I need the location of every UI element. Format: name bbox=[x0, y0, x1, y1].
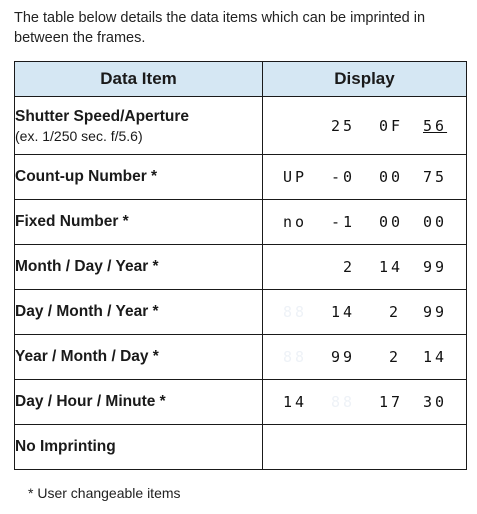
row-display bbox=[263, 245, 467, 290]
lcd-digit-group: 14 bbox=[423, 348, 448, 366]
row-label: Count-up Number * bbox=[15, 155, 263, 200]
lcd-digit-group: 00 bbox=[423, 213, 448, 231]
lcd-digit-group: 17 bbox=[379, 393, 404, 411]
row-display bbox=[263, 97, 467, 155]
lcd-ghost-digits: 88 bbox=[283, 303, 308, 321]
row-display bbox=[263, 290, 467, 335]
row-label: No Imprinting bbox=[15, 425, 263, 470]
row-label: Fixed Number * bbox=[15, 200, 263, 245]
row-display bbox=[263, 200, 467, 245]
table-row bbox=[15, 425, 467, 470]
lcd-digit-group: 14 bbox=[283, 393, 308, 411]
lcd-digit-group: 2 bbox=[389, 303, 402, 321]
table-row bbox=[15, 245, 467, 290]
table-row bbox=[15, 97, 467, 155]
lcd-digit-group: 56 bbox=[423, 116, 448, 135]
row-display bbox=[263, 155, 467, 200]
lcd-digit-group: no bbox=[283, 213, 308, 231]
header-data-item: Data Item bbox=[15, 62, 263, 97]
table-header-row bbox=[15, 62, 467, 97]
row-label: Day / Month / Year * bbox=[15, 290, 263, 335]
table-row bbox=[15, 290, 467, 335]
lcd-digit-group: 0F bbox=[379, 116, 404, 135]
lcd-digit-group: 2 bbox=[389, 348, 402, 366]
row-label-text: Shutter Speed/Aperture bbox=[15, 107, 189, 125]
lcd-digit-group: 2 bbox=[343, 258, 356, 276]
lcd-digit-group: -0 bbox=[331, 168, 356, 186]
lcd-digit-group: UP bbox=[283, 168, 308, 186]
lcd-digit-group: 99 bbox=[423, 303, 448, 321]
lcd-digit-group: 14 bbox=[331, 303, 356, 321]
row-display bbox=[263, 425, 467, 470]
table-row bbox=[15, 155, 467, 200]
row-sublabel: (ex. 1/250 sec. f/5.6) bbox=[15, 127, 143, 144]
intro-text: The table below details the data items which can be imprinted in between the frames. bbox=[14, 10, 426, 46]
table-row bbox=[15, 200, 467, 245]
row-display bbox=[263, 335, 467, 380]
row-label: Day / Hour / Minute * bbox=[15, 380, 263, 425]
lcd-digit-group: 75 bbox=[423, 168, 448, 186]
lcd-digit-group: 14 bbox=[379, 258, 404, 276]
table-row bbox=[15, 380, 467, 425]
lcd-digit-group: 25 bbox=[331, 116, 356, 135]
header-display: Display bbox=[263, 62, 467, 97]
lcd-digit-group: 99 bbox=[331, 348, 356, 366]
lcd-digit-group: 00 bbox=[379, 168, 404, 186]
row-label: Month / Day / Year * bbox=[15, 245, 263, 290]
lcd-digit-group: -1 bbox=[331, 213, 356, 231]
lcd-digit-group: 30 bbox=[423, 393, 448, 411]
row-display bbox=[263, 380, 467, 425]
lcd-digit-group: 99 bbox=[423, 258, 448, 276]
row-label: Year / Month / Day * bbox=[15, 335, 263, 380]
lcd-ghost-digits: 88 bbox=[283, 348, 308, 366]
lcd-digit-group: 00 bbox=[379, 213, 404, 231]
lcd-ghost-digits: 88 bbox=[331, 393, 356, 411]
row-label bbox=[15, 97, 263, 155]
data-item-table bbox=[14, 61, 467, 470]
table-row bbox=[15, 335, 467, 380]
footnote: * User changeable items bbox=[28, 485, 181, 501]
